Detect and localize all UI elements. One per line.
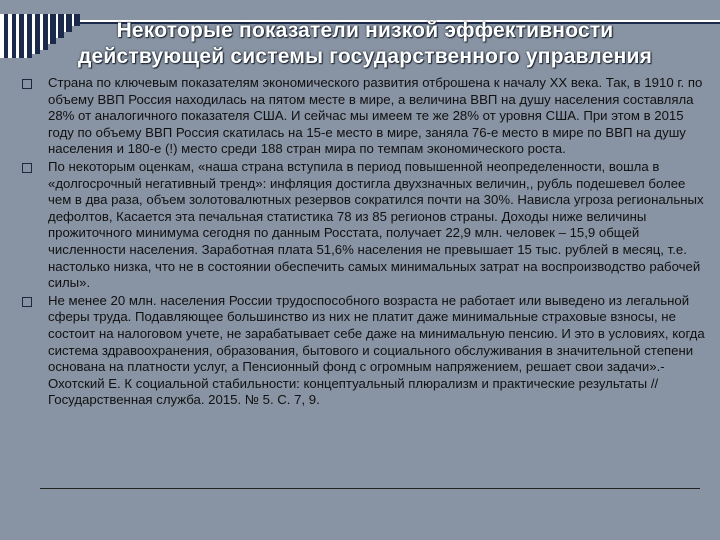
title-line-2: действующей системы государственного управления (77, 45, 653, 68)
bullet-item (22, 159, 707, 292)
bullet-text: По некоторым оценкам, «наша страна вступила в период повышенной неопределенности, вошла в «долгосрочный негативный тренд»: инфляция достигла двухзначных величин,, рубль подешевел более чем в два раза, объем золотовалютных резервов сократился почти на 30%. Нависла угроза региональных дефолтов, Касается эта печальная статистика 78 из 85 регионов страны. Доходы ниже величины прожиточного минимума сегодня по данным Росстата, получает 22,9 млн. человек – 15,9 общей численности населения. Заработная плата 51,6% населения не превышает 15 тыс. рублей в месяц, т.е. настолько низка, что не в состоянии обеспечить самых минимальных затрат на воспроизводство рабочей силы». (48, 158, 704, 291)
square-bullet-icon (22, 163, 32, 173)
square-bullet-icon (22, 297, 32, 307)
bullet-text: Не менее 20 млн. населения России трудоспособного возраста не работает или выведено из легальной сферы труда. Подавляющее большинство из них не платит даже минимальные страховые взносы, не состоит на налоговом учете, не зарабатывает себе даже на минимальную пенсию. И это в условиях, когда система здравоохранения, образования, бытового и социального обслуживания в значительной степени основана на платности услуг, а Пенсионный фонд с огромным напряжением, решает свои задачи».- Охотский Е. К социальной стабильности: концептуальный плюрализм и практические результаты // Государственная служба. 2015. № 5. С. 7, 9. (48, 292, 705, 408)
title-line-1: Некоторые показатели низкой эффективности (116, 19, 614, 42)
bullet-item (22, 75, 707, 158)
bullet-text: Страна по ключевым показателям экономического развития отброшена к началу XX века. Так, в 1910 г. по объему ВВП Россия находилась на пятом месте в мире, а величина ВВП на душу населения составляла 28% от аналогичного показателя США. И сейчас мы имеем те же 28% от уровня США. При этом в 2015 году по объему ВВП Россия скатилась на 15-е место в мире, заняла 76-е место в мире по ВВП на душу населения и 180-е (!) место среди 188 стран мира по темпам экономического роста. (48, 75, 703, 157)
square-bullet-icon (22, 79, 32, 89)
citation-divider (40, 488, 700, 489)
bullet-item (22, 293, 707, 409)
bullet-list (22, 75, 707, 410)
slide-title (20, 18, 710, 70)
